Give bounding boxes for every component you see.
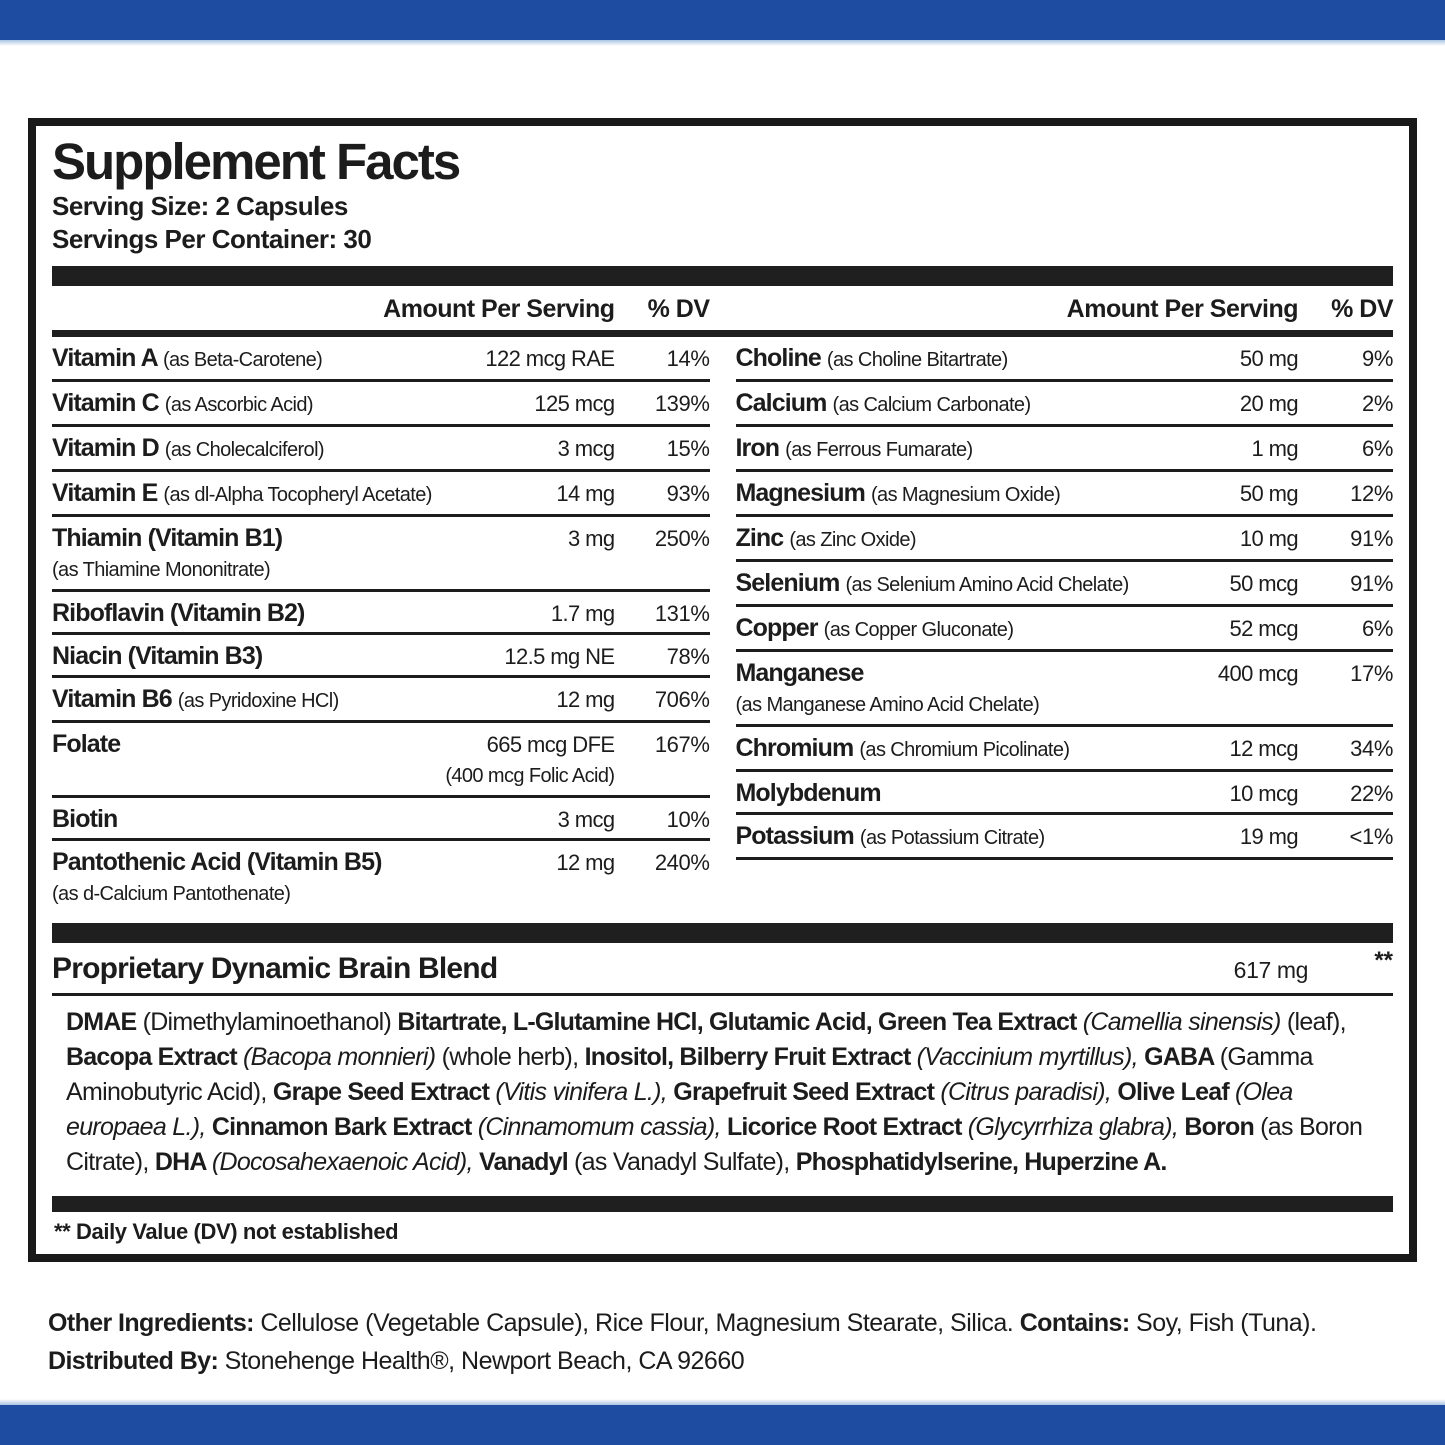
nutrient-name: Pantothenic Acid (Vitamin B5) xyxy=(52,848,382,876)
label-footer xyxy=(48,1304,1397,1380)
nutrient-name: Vitamin A (as Beta-Carotene) xyxy=(52,344,323,372)
nutrient-name: Chromium (as Chromium Picolinate) xyxy=(735,734,1070,762)
nutrient-amount: 20 mg xyxy=(1239,391,1298,416)
nutrient-detail: (as Copper Gluconate) xyxy=(823,619,1014,641)
percent-dv-header: % DV xyxy=(1331,295,1393,323)
blend-ingredient-segment: (Glycyrrhiza glabra), xyxy=(967,1113,1185,1141)
nutrient-row xyxy=(736,652,1394,692)
bottom-blue-bar xyxy=(0,1405,1445,1445)
nutrient-dv: 250% xyxy=(654,526,710,551)
nutrient-row xyxy=(736,472,1394,517)
nutrient-dv: 6% xyxy=(1362,616,1393,641)
blend-ingredient-segment: (Olea europaea L.), xyxy=(66,1078,1293,1141)
distributed-by-label: Distributed By: xyxy=(48,1347,219,1375)
blend-header-row xyxy=(52,943,1393,996)
nutrient-dv: 706% xyxy=(654,687,710,712)
nutrient-dv: 93% xyxy=(666,481,710,506)
nutrient-amount: 1 mg xyxy=(1251,436,1298,461)
column-header-right xyxy=(736,286,1394,330)
nutrient-dv: 10% xyxy=(666,807,710,832)
nutrient-dv: 14% xyxy=(666,346,710,371)
nutrient-name: Copper (as Copper Gluconate) xyxy=(735,614,1014,642)
top-blue-bar xyxy=(0,0,1445,40)
nutrient-detail: (as Beta-Carotene) xyxy=(162,349,323,371)
nutrient-row xyxy=(52,592,710,635)
nutrient-detail: (as Chromium Picolinate) xyxy=(859,739,1070,761)
nutrient-dv: 2% xyxy=(1362,391,1393,416)
nutrient-name: Vitamin D (as Cholecalciferol) xyxy=(52,434,324,462)
blend-ingredient-segment: Licorice Root Extract xyxy=(726,1113,968,1141)
nutrient-detail: (as Ascorbic Acid) xyxy=(164,394,313,416)
contains-label: Contains: xyxy=(1019,1309,1130,1337)
footnote-divider-bar xyxy=(52,1196,1393,1212)
blend-ingredient-segment: GABA xyxy=(1144,1043,1220,1071)
blend-ingredient-segment: (Dimethylaminoethanol) xyxy=(142,1008,398,1036)
blend-ingredient-segment: Cinnamon Bark Extract xyxy=(211,1113,478,1141)
nutrient-name: Vitamin E (as dl-Alpha Tocopheryl Acetate) xyxy=(52,479,432,507)
nutrient-row xyxy=(736,607,1394,652)
blend-ingredient-segment: Grape Seed Extract xyxy=(272,1078,496,1106)
blend-ingredient-segment: Vanadyl xyxy=(478,1148,575,1176)
nutrient-detail: (as dl-Alpha Tocopheryl Acetate) xyxy=(163,484,432,506)
nutrient-name: Manganese xyxy=(735,659,864,687)
blend-ingredient-segment: Inositol, Bilberry Fruit Extract xyxy=(584,1043,917,1071)
nutrient-amount: 50 mcg xyxy=(1229,571,1298,596)
nutrient-name: Potassium (as Potassium Citrate) xyxy=(735,822,1045,850)
nutrient-name: Niacin (Vitamin B3) xyxy=(52,642,263,670)
nutrient-row xyxy=(52,382,710,427)
nutrient-amount: 50 mg xyxy=(1239,346,1298,371)
nutrient-column-left xyxy=(52,337,710,913)
nutrient-amount: 12 mg xyxy=(556,850,615,875)
nutrient-row xyxy=(52,472,710,517)
nutrient-dv: 131% xyxy=(654,601,710,626)
amount-per-serving-header: Amount Per Serving xyxy=(383,295,615,323)
nutrient-amount: 3 mg xyxy=(567,526,615,551)
header-divider-bar xyxy=(52,330,1393,337)
nutrient-detail: (as Pyridoxine HCl) xyxy=(177,690,339,712)
nutrient-row xyxy=(736,727,1394,772)
supplement-facts-panel xyxy=(28,118,1417,1262)
other-ingredients-label: Other Ingredients: xyxy=(48,1309,254,1337)
blend-ingredient-segment: (Vitis vinifera L.), xyxy=(495,1078,674,1106)
nutrient-table xyxy=(52,337,1393,913)
nutrient-row xyxy=(736,517,1394,562)
other-ingredients-text: Cellulose (Vegetable Capsule), Rice Flour, Magnesium Stearate, Silica. xyxy=(260,1309,1014,1337)
nutrient-dv: 6% xyxy=(1362,436,1393,461)
nutrient-amount: 665 mcg DFE xyxy=(486,732,615,757)
nutrient-name: Riboflavin (Vitamin B2) xyxy=(52,599,305,627)
nutrient-dv: 240% xyxy=(654,850,710,875)
blend-ingredient-segment: (Camellia sinensis) xyxy=(1082,1008,1287,1036)
nutrient-row xyxy=(52,635,710,678)
blend-ingredient-segment: (Cinnamomum cassia), xyxy=(477,1113,727,1141)
nutrient-detail: (as Potassium Citrate) xyxy=(859,827,1045,849)
nutrient-amount: 3 mcg xyxy=(557,436,615,461)
nutrient-amount: 14 mg xyxy=(556,481,615,506)
nutrient-name: Biotin xyxy=(52,805,118,833)
nutrient-detail: (as Magnesium Oxide) xyxy=(870,484,1061,506)
nutrient-row xyxy=(52,678,710,723)
nutrient-name: Choline (as Choline Bitartrate) xyxy=(735,344,1008,372)
nutrient-row xyxy=(736,427,1394,472)
nutrient-name: Thiamin (Vitamin B1) xyxy=(52,524,283,552)
nutrient-subline: (as Thiamine Mononitrate) xyxy=(52,557,710,592)
blend-ingredient-segment: DMAE xyxy=(66,1008,143,1036)
blend-amount: 617 mg xyxy=(1233,957,1308,983)
amount-per-serving-header: Amount Per Serving xyxy=(1066,295,1298,323)
blend-ingredient-segment: (Docosahexaenoic Acid), xyxy=(211,1148,479,1176)
blend-ingredient-segment: Bacopa Extract xyxy=(66,1043,243,1071)
blend-divider-bar xyxy=(52,923,1393,943)
panel-title: Supplement Facts xyxy=(52,133,460,190)
nutrient-amount: 1.7 mg xyxy=(550,601,615,626)
nutrient-row xyxy=(52,337,710,382)
nutrient-amount: 400 mcg xyxy=(1217,661,1298,686)
nutrient-name: Vitamin C (as Ascorbic Acid) xyxy=(52,389,313,417)
nutrient-name: Vitamin B6 (as Pyridoxine HCl) xyxy=(52,685,339,713)
nutrient-detail: (as Selenium Amino Acid Chelate) xyxy=(845,574,1129,596)
serving-size-line: Serving Size: 2 Capsules xyxy=(52,191,348,221)
nutrient-row xyxy=(52,517,710,557)
nutrient-subline: (400 mcg Folic Acid) xyxy=(52,763,710,798)
nutrient-amount: 125 mcg xyxy=(534,391,615,416)
nutrient-detail: (as Zinc Oxide) xyxy=(789,529,916,551)
blend-ingredient-segment: Phosphatidylserine, Huperzine A. xyxy=(795,1148,1167,1176)
nutrient-amount: 10 mcg xyxy=(1229,781,1298,806)
blend-ingredient-segment: (as Vanadyl Sulfate), xyxy=(574,1148,796,1176)
dv-footnote: ** Daily Value (DV) not established xyxy=(54,1219,399,1244)
blend-ingredient-segment: DHA xyxy=(154,1148,212,1176)
nutrient-dv: 91% xyxy=(1350,526,1393,551)
nutrient-amount: 50 mg xyxy=(1239,481,1298,506)
blend-dv-mark: ** xyxy=(1374,947,1393,974)
bottom-bar-wrap xyxy=(0,1399,1445,1445)
blend-ingredient-segment: Boron xyxy=(1184,1113,1261,1141)
nutrient-amount: 10 mg xyxy=(1239,526,1298,551)
other-ingredients-line xyxy=(48,1304,1397,1342)
nutrient-detail: (as Calcium Carbonate) xyxy=(832,394,1031,416)
nutrient-row xyxy=(52,798,710,841)
nutrient-dv: 91% xyxy=(1350,571,1393,596)
nutrient-name: Magnesium (as Magnesium Oxide) xyxy=(735,479,1061,507)
nutrient-name: Zinc (as Zinc Oxide) xyxy=(735,524,916,552)
nutrient-detail: (as Cholecalciferol) xyxy=(164,439,324,461)
distributed-by-text: Stonehenge Health®, Newport Beach, CA 92660 xyxy=(224,1347,745,1375)
nutrient-name: Folate xyxy=(52,730,121,758)
nutrient-amount: 52 mcg xyxy=(1229,616,1298,641)
nutrient-row xyxy=(736,337,1394,382)
column-header-left xyxy=(52,286,710,330)
blend-ingredient-segment: Grapefruit Seed Extract xyxy=(673,1078,941,1106)
nutrient-dv: 12% xyxy=(1350,481,1393,506)
blend-ingredient-segment: (whole herb), xyxy=(441,1043,585,1071)
nutrient-subline: (as d-Calcium Pantothenate) xyxy=(52,883,291,905)
section-divider-bar xyxy=(52,266,1393,286)
nutrient-row xyxy=(736,382,1394,427)
percent-dv-header: % DV xyxy=(647,295,710,323)
nutrient-dv: 34% xyxy=(1350,736,1393,761)
nutrient-name: Iron (as Ferrous Fumarate) xyxy=(735,434,973,462)
nutrient-dv: 17% xyxy=(1350,661,1393,686)
blend-ingredient-segment: Olive Leaf xyxy=(1117,1078,1235,1106)
nutrient-row xyxy=(52,427,710,472)
column-headers-row xyxy=(52,286,1393,330)
nutrient-row xyxy=(736,562,1394,607)
nutrient-amount: 122 mcg RAE xyxy=(485,346,615,371)
distributed-by-line xyxy=(48,1342,1397,1380)
nutrient-amount: 12.5 mg NE xyxy=(504,644,615,669)
nutrient-dv: 15% xyxy=(666,436,710,461)
nutrient-dv: 9% xyxy=(1362,346,1393,371)
nutrient-row xyxy=(736,772,1394,815)
top-blue-bar-fade xyxy=(0,40,1445,46)
nutrient-detail: (as Choline Bitartrate) xyxy=(826,349,1008,371)
blend-ingredient-segment: (Bacopa monnieri) xyxy=(242,1043,442,1071)
nutrient-row xyxy=(736,815,1394,860)
contains-text: Soy, Fish (Tuna). xyxy=(1136,1309,1317,1337)
blend-ingredient-segment: (Gamma Aminobutyric Acid), xyxy=(66,1043,1313,1106)
blend-ingredient-segment: (Vaccinium myrtillus), xyxy=(916,1043,1145,1071)
blend-ingredient-segment: (Citrus paradisi), xyxy=(940,1078,1118,1106)
servings-per-container-line: Servings Per Container: 30 xyxy=(52,224,372,254)
nutrient-dv: 167% xyxy=(654,732,710,757)
nutrient-row xyxy=(52,723,710,763)
nutrient-dv: 22% xyxy=(1350,781,1393,806)
blend-ingredient-segment: Bitartrate, L-Glutamine HCl, Glutamic Acid, Green Tea Extract xyxy=(397,1008,1083,1036)
nutrient-subline: (as Manganese Amino Acid Chelate) xyxy=(736,692,1394,727)
nutrient-amount: 12 mg xyxy=(556,687,615,712)
blend-title: Proprietary Dynamic Brain Blend xyxy=(52,952,498,985)
nutrient-name: Calcium (as Calcium Carbonate) xyxy=(735,389,1031,417)
blend-ingredients xyxy=(52,996,1393,1192)
nutrient-amount: 19 mg xyxy=(1239,824,1298,849)
blend-ingredient-segment: (leaf), xyxy=(1286,1008,1346,1036)
nutrient-name: Molybdenum xyxy=(735,779,881,807)
nutrient-dv: 78% xyxy=(666,644,710,669)
nutrient-row xyxy=(52,841,710,881)
nutrient-amount: 12 mcg xyxy=(1229,736,1298,761)
nutrient-detail: (as Ferrous Fumarate) xyxy=(785,439,973,461)
nutrient-column-right xyxy=(736,337,1394,913)
blend-ingredient-segment: (as Boron Citrate), xyxy=(66,1113,1363,1176)
nutrient-dv: 139% xyxy=(654,391,710,416)
nutrient-dv: <1% xyxy=(1349,824,1393,849)
nutrient-name: Selenium (as Selenium Amino Acid Chelate) xyxy=(735,569,1129,597)
nutrient-amount: 3 mcg xyxy=(557,807,615,832)
